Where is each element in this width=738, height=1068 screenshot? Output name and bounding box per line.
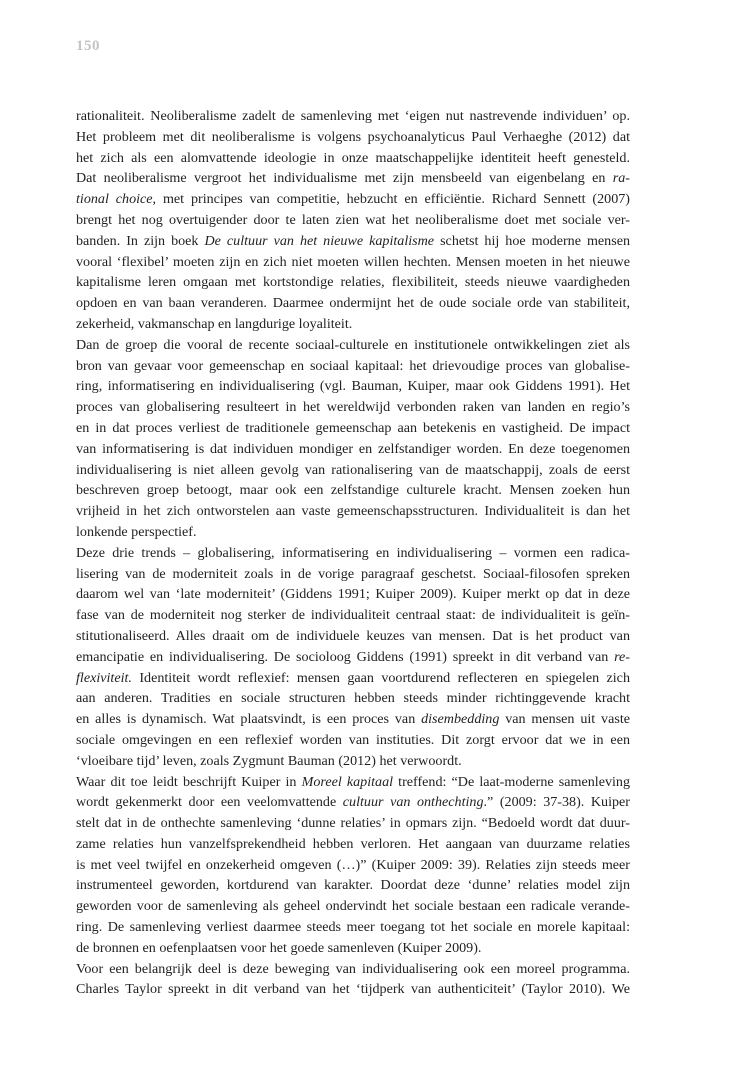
text-run: proces van globalisering resulteert in het wereldwijd verbonden raken van landen en regio’s (76, 399, 630, 416)
text-run: emancipatie en individualisering. De socioloog Giddens (1991) spreekt in dit verband van (76, 648, 615, 665)
text-line (76, 605, 630, 626)
text-run: banden. In zijn boek (76, 232, 205, 249)
text-run: geworden voor de samenleving als geheel ondervindt het sociale bestaan een radicale verande- (76, 898, 630, 915)
text-run: vrijheid in het zich ontworstelen aan vaste gemeenschapsstructuren. Individualiteit is dan het (76, 503, 630, 520)
text-line (76, 875, 630, 896)
text-line (76, 272, 630, 293)
text-run: ring, informatisering en individualisering (vgl. Bauman, Kuiper, maar ook Giddens 1991). Het (76, 378, 630, 395)
text-line (76, 979, 630, 1000)
text-line (76, 647, 630, 668)
text-run: bron van gevaar voor gemeenschap en sociaal kapitaal: het drievoudige proces van globalise- (76, 357, 630, 374)
text-run: Charles Taylor spreekt in dit verband van het ‘tijdperk van authenticiteit’ (Taylor 2010). We (76, 981, 630, 998)
text-run: Identiteit wordt reflexief: mensen gaan voortdurend reflecteren en spiegelen zich (131, 669, 630, 686)
body-text (76, 106, 630, 1000)
text-run: zame relaties hun vanzelfsprekendheid hebben verloren. Het aangaan van duurzame relaties (76, 835, 630, 852)
text-line (76, 439, 630, 460)
text-run: het zich als een alomvattende ideologie in onze maatschappelijke identiteit heeft genesteld. (76, 149, 630, 166)
text-line (76, 418, 630, 439)
text-line (76, 688, 630, 709)
text-run: lisering van de moderniteit zoals in de vorige paragraaf geschetst. Sociaal-filosofen spreken (76, 565, 630, 582)
text-run: individualisering is niet alleen gevolg van rationalisering van de maatschappij, zoals de eerst (76, 461, 630, 478)
text-run: en alles is dynamisch. Wat plaatsvindt, is een proces van (76, 711, 422, 728)
text-run: de bronnen en oefenplaatsen voor het goede samenleven (Kuiper 2009). (76, 939, 482, 956)
text-run: .” (2009: 37-38). Kuiper (483, 794, 630, 811)
text-line (76, 896, 630, 917)
text-line (76, 813, 630, 834)
text-line (76, 834, 630, 855)
text-run: stelt dat in de onthechte samenleving ‘dunne relaties’ in opmars zijn. “Bedoeld wordt dat duur- (76, 815, 630, 832)
italic-text: disembedding (421, 711, 500, 728)
text-line (76, 730, 630, 751)
italic-text: cultuur van onthechting (342, 794, 484, 811)
text-run: , met principes van competitie, hebzucht en efficiëntie. Richard Sennett (2007) (152, 191, 631, 208)
text-line (76, 356, 630, 377)
text-line (76, 501, 630, 522)
text-run: van informatisering is dat individuen mondiger en zelfstandiger worden. En deze toegenomen (76, 440, 630, 457)
text-line (76, 480, 630, 501)
text-run: stitutionaliseerd. Alles draait om de individuele keuzes van mensen. Dat is het product van (76, 627, 630, 644)
text-run: treffend: “De laat-moderne samenleving (393, 773, 631, 790)
text-run: beschreven groep betoogt, maar ook een zelfstandige culturele kracht. Mensen zoeken hun (76, 482, 630, 499)
text-run: Dat neoliberalisme vergroot het individualisme met zijn mensbeeld van eigenbelang en (76, 170, 613, 187)
text-run: wordt gekenmerkt door een veelomvattende (76, 794, 343, 811)
italic-text: Moreel kapitaal (301, 773, 394, 790)
text-line (76, 189, 630, 210)
text-run: sociale omgevingen en een reflexief worden van instituties. Dit zorgt ervoor dat we in een (76, 731, 630, 748)
text-line (76, 376, 630, 397)
text-line (76, 792, 630, 813)
italic-text: re- (614, 648, 630, 665)
text-line (76, 855, 630, 876)
italic-text: tional choice (76, 191, 153, 208)
text-line (76, 772, 630, 793)
text-line (76, 335, 630, 356)
text-line (76, 460, 630, 481)
text-run: kapitalisme leren omgaan met kortstondige relaties, flexibiliteit, steeds nieuwe vaardigheden (76, 274, 630, 291)
text-run: en in dat proces verliest de traditionele gemeenschap aan betekenis en vastigheid. De impact (76, 419, 630, 436)
italic-text: flexiviteit. (76, 669, 132, 686)
text-line (76, 252, 630, 273)
text-line (76, 127, 630, 148)
text-run: aan anderen. Tradities en sociale structuren hebben steeds minder richtinggevende kracht (76, 690, 630, 707)
text-line (76, 709, 630, 730)
italic-text: ra- (612, 170, 630, 187)
italic-text: De cultuur van het nieuwe kapitalisme (204, 232, 435, 249)
text-line (76, 314, 630, 335)
text-line (76, 397, 630, 418)
text-line (76, 564, 630, 585)
text-run: Waar dit toe leidt beschrijft Kuiper in (76, 773, 302, 790)
text-line (76, 959, 630, 980)
text-run: ring. De samenleving verliest daarmee steeds meer toegang tot het sociale en morele kapitaal: (76, 919, 630, 936)
text-run: opdoen en van baan veranderen. Daarmee ondermijnt het de oude sociale orde van stabiliteit, (76, 295, 630, 312)
text-run: vooral ‘flexibel’ moeten zijn en zich niet moeten willen hechten. Mensen moeten in het nieuwe (76, 253, 630, 270)
text-line (76, 668, 630, 689)
text-run: fase van de moderniteit nog sterker de individualiteit centraal staat: de individualiteit is geïn- (76, 607, 630, 624)
text-line (76, 168, 630, 189)
text-run: lonkende perspectief. (76, 523, 197, 540)
text-line (76, 293, 630, 314)
text-line (76, 522, 630, 543)
text-run: is met veel twijfel en onzekerheid omgeven (…)” (Kuiper 2009: 39). Relaties zijn steeds meer (76, 856, 630, 873)
text-run: Deze drie trends – globalisering, informatisering en individualisering – vormen een radica- (76, 544, 630, 561)
text-line (76, 231, 630, 252)
text-run: van mensen uit vaste (499, 711, 630, 728)
text-run: ‘vloeibare tijd’ leven, zoals Zygmunt Bauman (2012) het verwoordt. (76, 752, 462, 769)
text-run: daarom wel van ‘late moderniteit’ (Giddens 1991; Kuiper 2009). Kuiper merkt op dat in deze (76, 586, 630, 603)
text-run: Dan de groep die vooral de recente sociaal-culturele en institutionele ontwikkelingen ziet als (76, 336, 630, 353)
text-line (76, 148, 630, 169)
text-run: Voor een belangrijk deel is deze beweging van individualisering ook een moreel programma. (76, 960, 630, 977)
text-line (76, 543, 630, 564)
text-line (76, 751, 630, 772)
text-line (76, 106, 630, 127)
text-run: schetst hij hoe moderne mensen (434, 232, 630, 249)
text-line (76, 210, 630, 231)
text-line (76, 917, 630, 938)
text-line (76, 584, 630, 605)
text-run: instrumenteel geworden, kortdurend van karakter. Doordat deze ‘dunne’ relaties model zijn (76, 877, 630, 894)
text-run: Het probleem met dit neoliberalisme is volgens psychoanalyticus Paul Verhaeghe (2012) dat (76, 128, 630, 145)
page-number: 150 (76, 38, 100, 54)
text-run: brengt het nog overtuigender door te laten zien wat het neoliberalisme doet met sociale ver- (76, 211, 630, 228)
text-line (76, 626, 630, 647)
text-line (76, 938, 630, 959)
text-run: zekerheid, vakmanschap en langdurige loyaliteit. (76, 315, 353, 332)
text-run: rationaliteit. Neoliberalisme zadelt de samenleving met ‘eigen nut nastrevende individuen’ op. (76, 108, 630, 124)
